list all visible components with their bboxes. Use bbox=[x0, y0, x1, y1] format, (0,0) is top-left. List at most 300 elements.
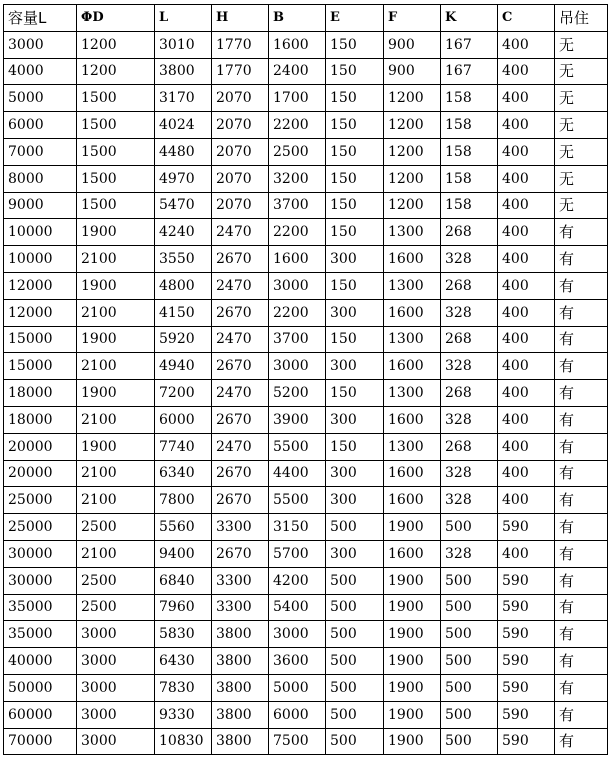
cell-b: 2500 bbox=[269, 138, 326, 165]
cell-height: 2470 bbox=[212, 433, 269, 460]
cell-c: 400 bbox=[498, 353, 555, 380]
header-lifting-lug: 吊住 bbox=[555, 5, 608, 32]
cell-length: 5560 bbox=[155, 514, 212, 541]
cell-length: 9400 bbox=[155, 540, 212, 567]
header-c: C bbox=[498, 5, 555, 32]
table-row bbox=[4, 460, 608, 487]
table-row bbox=[4, 540, 608, 567]
cell-c: 590 bbox=[498, 514, 555, 541]
cell-e: 300 bbox=[326, 540, 384, 567]
cell-height: 2470 bbox=[212, 219, 269, 246]
cell-f: 1900 bbox=[384, 621, 441, 648]
cell-lifting-lug: 有 bbox=[555, 380, 608, 407]
cell-capacity: 50000 bbox=[4, 674, 77, 701]
cell-diameter: 3000 bbox=[77, 701, 155, 728]
cell-diameter: 1900 bbox=[77, 326, 155, 353]
cell-e: 150 bbox=[326, 165, 384, 192]
table-row bbox=[4, 326, 608, 353]
cell-c: 590 bbox=[498, 594, 555, 621]
cell-height: 2670 bbox=[212, 353, 269, 380]
cell-lifting-lug: 有 bbox=[555, 246, 608, 273]
cell-f: 1900 bbox=[384, 674, 441, 701]
cell-diameter: 1500 bbox=[77, 85, 155, 112]
cell-length: 3800 bbox=[155, 58, 212, 85]
cell-height: 2670 bbox=[212, 487, 269, 514]
cell-f: 1300 bbox=[384, 433, 441, 460]
cell-height: 3800 bbox=[212, 621, 269, 648]
cell-length: 6840 bbox=[155, 567, 212, 594]
cell-diameter: 2100 bbox=[77, 540, 155, 567]
cell-lifting-lug: 有 bbox=[555, 621, 608, 648]
cell-diameter: 1200 bbox=[77, 58, 155, 85]
cell-k: 158 bbox=[441, 165, 498, 192]
cell-lifting-lug: 有 bbox=[555, 648, 608, 675]
cell-f: 1600 bbox=[384, 299, 441, 326]
cell-length: 4150 bbox=[155, 299, 212, 326]
cell-diameter: 3000 bbox=[77, 728, 155, 755]
cell-lifting-lug: 有 bbox=[555, 219, 608, 246]
cell-lifting-lug: 无 bbox=[555, 165, 608, 192]
cell-lifting-lug: 无 bbox=[555, 112, 608, 139]
cell-f: 1900 bbox=[384, 728, 441, 755]
cell-capacity: 20000 bbox=[4, 460, 77, 487]
cell-diameter: 2500 bbox=[77, 514, 155, 541]
cell-height: 2470 bbox=[212, 326, 269, 353]
cell-height: 3800 bbox=[212, 701, 269, 728]
cell-k: 268 bbox=[441, 326, 498, 353]
cell-c: 400 bbox=[498, 138, 555, 165]
cell-length: 9330 bbox=[155, 701, 212, 728]
tank-spec-table bbox=[3, 4, 608, 755]
cell-k: 500 bbox=[441, 648, 498, 675]
cell-lifting-lug: 有 bbox=[555, 514, 608, 541]
table-row bbox=[4, 353, 608, 380]
table-body bbox=[4, 31, 608, 755]
cell-lifting-lug: 有 bbox=[555, 406, 608, 433]
cell-lifting-lug: 有 bbox=[555, 487, 608, 514]
table-row bbox=[4, 192, 608, 219]
cell-b: 4400 bbox=[269, 460, 326, 487]
cell-b: 5000 bbox=[269, 674, 326, 701]
cell-k: 328 bbox=[441, 460, 498, 487]
cell-k: 500 bbox=[441, 728, 498, 755]
cell-capacity: 7000 bbox=[4, 138, 77, 165]
cell-capacity: 35000 bbox=[4, 621, 77, 648]
table-row bbox=[4, 112, 608, 139]
cell-lifting-lug: 有 bbox=[555, 540, 608, 567]
cell-f: 1600 bbox=[384, 406, 441, 433]
cell-k: 328 bbox=[441, 406, 498, 433]
cell-k: 158 bbox=[441, 112, 498, 139]
cell-e: 150 bbox=[326, 326, 384, 353]
cell-diameter: 1900 bbox=[77, 433, 155, 460]
cell-f: 900 bbox=[384, 58, 441, 85]
cell-length: 3550 bbox=[155, 246, 212, 273]
cell-k: 268 bbox=[441, 380, 498, 407]
cell-c: 400 bbox=[498, 326, 555, 353]
table-header bbox=[4, 5, 608, 32]
cell-c: 400 bbox=[498, 272, 555, 299]
cell-length: 7960 bbox=[155, 594, 212, 621]
cell-k: 500 bbox=[441, 621, 498, 648]
cell-capacity: 60000 bbox=[4, 701, 77, 728]
cell-b: 3200 bbox=[269, 165, 326, 192]
cell-diameter: 1200 bbox=[77, 31, 155, 58]
cell-b: 6000 bbox=[269, 701, 326, 728]
table-row bbox=[4, 487, 608, 514]
cell-length: 3010 bbox=[155, 31, 212, 58]
cell-capacity: 30000 bbox=[4, 540, 77, 567]
header-e: E bbox=[326, 5, 384, 32]
cell-c: 400 bbox=[498, 487, 555, 514]
table-row bbox=[4, 514, 608, 541]
cell-lifting-lug: 有 bbox=[555, 701, 608, 728]
header-f: F bbox=[384, 5, 441, 32]
cell-f: 1200 bbox=[384, 192, 441, 219]
cell-b: 5500 bbox=[269, 433, 326, 460]
cell-diameter: 1500 bbox=[77, 192, 155, 219]
cell-height: 2670 bbox=[212, 299, 269, 326]
table-row bbox=[4, 433, 608, 460]
cell-b: 2200 bbox=[269, 219, 326, 246]
cell-diameter: 2100 bbox=[77, 353, 155, 380]
cell-c: 590 bbox=[498, 621, 555, 648]
table-row bbox=[4, 621, 608, 648]
cell-e: 500 bbox=[326, 701, 384, 728]
cell-lifting-lug: 有 bbox=[555, 567, 608, 594]
cell-b: 4200 bbox=[269, 567, 326, 594]
table-row bbox=[4, 299, 608, 326]
header-b: B bbox=[269, 5, 326, 32]
cell-k: 268 bbox=[441, 272, 498, 299]
cell-height: 2070 bbox=[212, 165, 269, 192]
cell-c: 400 bbox=[498, 540, 555, 567]
cell-f: 1200 bbox=[384, 165, 441, 192]
cell-k: 167 bbox=[441, 58, 498, 85]
cell-capacity: 25000 bbox=[4, 487, 77, 514]
cell-lifting-lug: 无 bbox=[555, 58, 608, 85]
cell-b: 3000 bbox=[269, 353, 326, 380]
cell-c: 400 bbox=[498, 380, 555, 407]
cell-f: 1300 bbox=[384, 380, 441, 407]
cell-c: 590 bbox=[498, 728, 555, 755]
cell-c: 590 bbox=[498, 648, 555, 675]
cell-lifting-lug: 有 bbox=[555, 272, 608, 299]
cell-k: 158 bbox=[441, 85, 498, 112]
cell-e: 150 bbox=[326, 85, 384, 112]
cell-k: 500 bbox=[441, 594, 498, 621]
header-row bbox=[4, 5, 608, 32]
cell-e: 150 bbox=[326, 31, 384, 58]
cell-b: 3900 bbox=[269, 406, 326, 433]
cell-f: 1900 bbox=[384, 514, 441, 541]
cell-height: 2470 bbox=[212, 380, 269, 407]
table-row bbox=[4, 701, 608, 728]
cell-lifting-lug: 无 bbox=[555, 85, 608, 112]
cell-length: 7830 bbox=[155, 674, 212, 701]
table-row bbox=[4, 594, 608, 621]
cell-k: 328 bbox=[441, 540, 498, 567]
cell-c: 400 bbox=[498, 31, 555, 58]
cell-e: 500 bbox=[326, 648, 384, 675]
cell-lifting-lug: 有 bbox=[555, 728, 608, 755]
cell-length: 6430 bbox=[155, 648, 212, 675]
cell-k: 500 bbox=[441, 674, 498, 701]
cell-capacity: 25000 bbox=[4, 514, 77, 541]
cell-height: 1770 bbox=[212, 58, 269, 85]
cell-c: 400 bbox=[498, 406, 555, 433]
cell-k: 500 bbox=[441, 567, 498, 594]
cell-e: 300 bbox=[326, 246, 384, 273]
cell-b: 3000 bbox=[269, 621, 326, 648]
cell-length: 4024 bbox=[155, 112, 212, 139]
cell-capacity: 5000 bbox=[4, 85, 77, 112]
cell-e: 500 bbox=[326, 728, 384, 755]
cell-c: 400 bbox=[498, 192, 555, 219]
cell-length: 6000 bbox=[155, 406, 212, 433]
cell-b: 3150 bbox=[269, 514, 326, 541]
cell-e: 500 bbox=[326, 514, 384, 541]
cell-k: 500 bbox=[441, 514, 498, 541]
cell-length: 5470 bbox=[155, 192, 212, 219]
cell-k: 158 bbox=[441, 138, 498, 165]
cell-e: 150 bbox=[326, 192, 384, 219]
cell-k: 328 bbox=[441, 353, 498, 380]
cell-capacity: 6000 bbox=[4, 112, 77, 139]
cell-diameter: 1500 bbox=[77, 165, 155, 192]
cell-capacity: 18000 bbox=[4, 406, 77, 433]
cell-capacity: 15000 bbox=[4, 326, 77, 353]
cell-height: 2670 bbox=[212, 540, 269, 567]
cell-e: 150 bbox=[326, 433, 384, 460]
cell-f: 1300 bbox=[384, 326, 441, 353]
cell-f: 1300 bbox=[384, 219, 441, 246]
cell-e: 150 bbox=[326, 380, 384, 407]
cell-c: 400 bbox=[498, 246, 555, 273]
cell-f: 1200 bbox=[384, 138, 441, 165]
cell-c: 590 bbox=[498, 674, 555, 701]
cell-capacity: 12000 bbox=[4, 272, 77, 299]
cell-capacity: 10000 bbox=[4, 219, 77, 246]
cell-e: 150 bbox=[326, 272, 384, 299]
cell-lifting-lug: 有 bbox=[555, 674, 608, 701]
cell-length: 5920 bbox=[155, 326, 212, 353]
cell-height: 3300 bbox=[212, 514, 269, 541]
cell-b: 5400 bbox=[269, 594, 326, 621]
table-row bbox=[4, 85, 608, 112]
cell-b: 7500 bbox=[269, 728, 326, 755]
cell-f: 1600 bbox=[384, 353, 441, 380]
cell-capacity: 30000 bbox=[4, 567, 77, 594]
cell-diameter: 2500 bbox=[77, 594, 155, 621]
cell-e: 500 bbox=[326, 567, 384, 594]
cell-k: 328 bbox=[441, 246, 498, 273]
cell-capacity: 9000 bbox=[4, 192, 77, 219]
cell-lifting-lug: 有 bbox=[555, 326, 608, 353]
cell-b: 3000 bbox=[269, 272, 326, 299]
cell-diameter: 2100 bbox=[77, 460, 155, 487]
cell-length: 6340 bbox=[155, 460, 212, 487]
cell-e: 300 bbox=[326, 487, 384, 514]
cell-height: 3800 bbox=[212, 674, 269, 701]
cell-e: 150 bbox=[326, 58, 384, 85]
cell-diameter: 1500 bbox=[77, 138, 155, 165]
cell-length: 10830 bbox=[155, 728, 212, 755]
header-length: L bbox=[155, 5, 212, 32]
cell-c: 400 bbox=[498, 219, 555, 246]
cell-capacity: 12000 bbox=[4, 299, 77, 326]
cell-k: 167 bbox=[441, 31, 498, 58]
cell-height: 2670 bbox=[212, 246, 269, 273]
cell-capacity: 35000 bbox=[4, 594, 77, 621]
cell-f: 1600 bbox=[384, 246, 441, 273]
cell-diameter: 3000 bbox=[77, 648, 155, 675]
table-row bbox=[4, 58, 608, 85]
header-k: K bbox=[441, 5, 498, 32]
cell-b: 1700 bbox=[269, 85, 326, 112]
header-height: H bbox=[212, 5, 269, 32]
cell-lifting-lug: 有 bbox=[555, 353, 608, 380]
cell-lifting-lug: 无 bbox=[555, 31, 608, 58]
cell-e: 150 bbox=[326, 138, 384, 165]
cell-k: 328 bbox=[441, 299, 498, 326]
cell-length: 4240 bbox=[155, 219, 212, 246]
cell-lifting-lug: 无 bbox=[555, 138, 608, 165]
cell-b: 5200 bbox=[269, 380, 326, 407]
cell-diameter: 2100 bbox=[77, 487, 155, 514]
cell-c: 400 bbox=[498, 85, 555, 112]
cell-capacity: 40000 bbox=[4, 648, 77, 675]
header-diameter: ΦD bbox=[77, 5, 155, 32]
cell-height: 3800 bbox=[212, 728, 269, 755]
cell-height: 1770 bbox=[212, 31, 269, 58]
cell-height: 2070 bbox=[212, 138, 269, 165]
cell-lifting-lug: 有 bbox=[555, 299, 608, 326]
table-row bbox=[4, 272, 608, 299]
cell-capacity: 10000 bbox=[4, 246, 77, 273]
cell-height: 3300 bbox=[212, 567, 269, 594]
table-row bbox=[4, 648, 608, 675]
cell-diameter: 1500 bbox=[77, 112, 155, 139]
cell-f: 1900 bbox=[384, 701, 441, 728]
cell-diameter: 1900 bbox=[77, 272, 155, 299]
cell-diameter: 1900 bbox=[77, 219, 155, 246]
cell-e: 150 bbox=[326, 112, 384, 139]
cell-diameter: 2100 bbox=[77, 299, 155, 326]
cell-height: 2070 bbox=[212, 85, 269, 112]
cell-e: 150 bbox=[326, 219, 384, 246]
cell-capacity: 3000 bbox=[4, 31, 77, 58]
cell-f: 1900 bbox=[384, 567, 441, 594]
cell-capacity: 20000 bbox=[4, 433, 77, 460]
cell-f: 1900 bbox=[384, 594, 441, 621]
cell-e: 500 bbox=[326, 621, 384, 648]
table-row bbox=[4, 219, 608, 246]
cell-capacity: 8000 bbox=[4, 165, 77, 192]
cell-c: 590 bbox=[498, 567, 555, 594]
cell-e: 500 bbox=[326, 594, 384, 621]
cell-k: 268 bbox=[441, 219, 498, 246]
cell-b: 3700 bbox=[269, 326, 326, 353]
cell-b: 1600 bbox=[269, 246, 326, 273]
cell-f: 1600 bbox=[384, 460, 441, 487]
cell-c: 400 bbox=[498, 299, 555, 326]
cell-capacity: 15000 bbox=[4, 353, 77, 380]
cell-e: 300 bbox=[326, 299, 384, 326]
cell-height: 2470 bbox=[212, 272, 269, 299]
cell-diameter: 1900 bbox=[77, 380, 155, 407]
table-row bbox=[4, 31, 608, 58]
table-row bbox=[4, 138, 608, 165]
cell-f: 1600 bbox=[384, 540, 441, 567]
cell-f: 1300 bbox=[384, 272, 441, 299]
cell-height: 2670 bbox=[212, 460, 269, 487]
cell-k: 500 bbox=[441, 701, 498, 728]
cell-height: 2670 bbox=[212, 406, 269, 433]
cell-length: 4940 bbox=[155, 353, 212, 380]
cell-diameter: 2500 bbox=[77, 567, 155, 594]
cell-lifting-lug: 有 bbox=[555, 594, 608, 621]
table-row bbox=[4, 406, 608, 433]
cell-f: 1900 bbox=[384, 648, 441, 675]
cell-diameter: 2100 bbox=[77, 406, 155, 433]
cell-b: 3700 bbox=[269, 192, 326, 219]
cell-f: 1200 bbox=[384, 85, 441, 112]
cell-e: 300 bbox=[326, 460, 384, 487]
cell-f: 1600 bbox=[384, 487, 441, 514]
cell-b: 2400 bbox=[269, 58, 326, 85]
cell-capacity: 70000 bbox=[4, 728, 77, 755]
cell-length: 7200 bbox=[155, 380, 212, 407]
cell-e: 300 bbox=[326, 406, 384, 433]
cell-k: 328 bbox=[441, 487, 498, 514]
cell-e: 500 bbox=[326, 674, 384, 701]
cell-diameter: 2100 bbox=[77, 246, 155, 273]
cell-lifting-lug: 无 bbox=[555, 192, 608, 219]
cell-c: 400 bbox=[498, 460, 555, 487]
table-row bbox=[4, 674, 608, 701]
cell-length: 5830 bbox=[155, 621, 212, 648]
cell-height: 2070 bbox=[212, 192, 269, 219]
cell-f: 1200 bbox=[384, 112, 441, 139]
cell-capacity: 18000 bbox=[4, 380, 77, 407]
cell-diameter: 3000 bbox=[77, 674, 155, 701]
cell-b: 2200 bbox=[269, 299, 326, 326]
cell-height: 3300 bbox=[212, 594, 269, 621]
cell-capacity: 4000 bbox=[4, 58, 77, 85]
header-capacity: 容量L bbox=[4, 5, 77, 32]
table-row bbox=[4, 380, 608, 407]
cell-length: 4800 bbox=[155, 272, 212, 299]
cell-e: 300 bbox=[326, 353, 384, 380]
cell-diameter: 3000 bbox=[77, 621, 155, 648]
cell-c: 400 bbox=[498, 433, 555, 460]
cell-b: 3600 bbox=[269, 648, 326, 675]
cell-length: 4480 bbox=[155, 138, 212, 165]
cell-c: 400 bbox=[498, 112, 555, 139]
table-row bbox=[4, 165, 608, 192]
cell-c: 590 bbox=[498, 701, 555, 728]
cell-length: 7740 bbox=[155, 433, 212, 460]
cell-c: 400 bbox=[498, 165, 555, 192]
cell-k: 158 bbox=[441, 192, 498, 219]
cell-height: 2070 bbox=[212, 112, 269, 139]
cell-k: 268 bbox=[441, 433, 498, 460]
cell-c: 400 bbox=[498, 58, 555, 85]
cell-b: 2200 bbox=[269, 112, 326, 139]
cell-lifting-lug: 有 bbox=[555, 460, 608, 487]
cell-b: 5500 bbox=[269, 487, 326, 514]
